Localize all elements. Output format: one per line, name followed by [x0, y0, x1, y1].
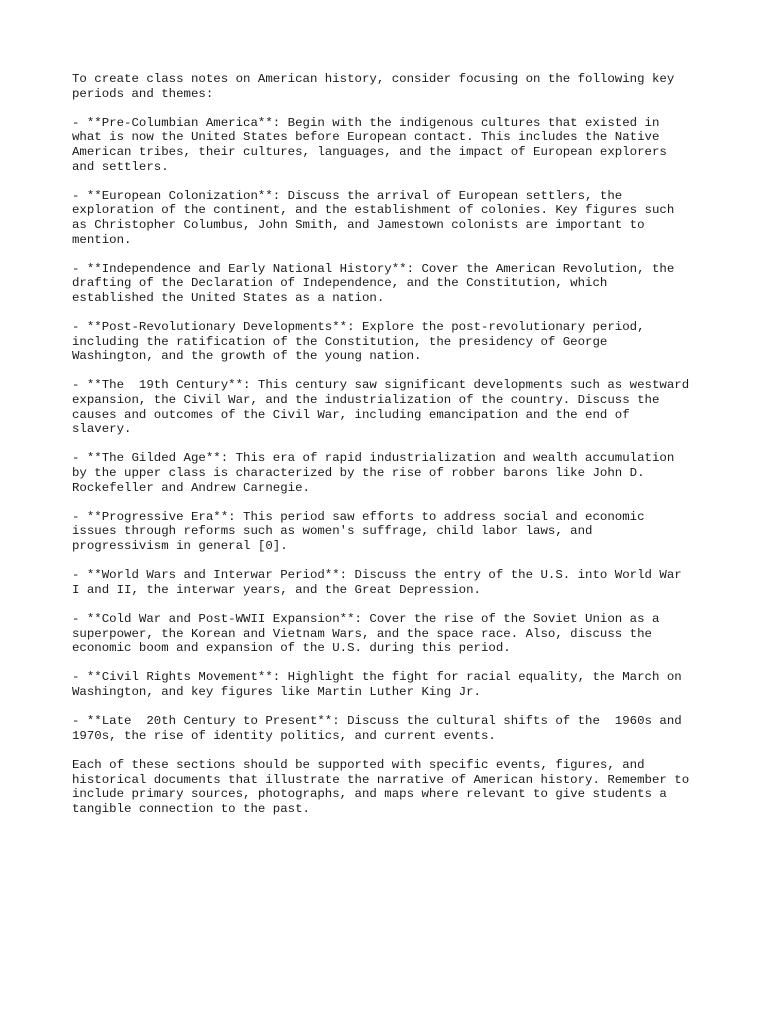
section-progressive-era: - **Progressive Era**: This period saw efforts to address social and economic issues through reforms such as women's suffrage, child labor laws, and progressivism in general [0].	[72, 509, 645, 553]
section-late-20th-century: - **Late 20th Century to Present**: Discuss the cultural shifts of the 1960s and 1970s, the rise of identity politics, and current events.	[72, 714, 682, 743]
section-19th-century: - **The 19th Century**: This century saw significant developments such as westward expansion, the Civil War, and the industrialization of the country. Discuss the causes and outcomes of the Civil War, including emancipation and the end of slavery.	[72, 378, 690, 437]
intro-paragraph: To create class notes on American history, consider focusing on the following key periods and themes:	[72, 72, 675, 101]
section-world-wars: - **World Wars and Interwar Period**: Discuss the entry of the U.S. into World War I and II, the interwar years, and the Great Depression.	[72, 568, 682, 597]
section-european-colonization: - **European Colonization**: Discuss the arrival of European settlers, the exploration of the continent, and the establishment of colonies. Key figures such as Christopher Columbus, John Smith, and Jamestown colonists are important to mention.	[72, 188, 675, 247]
section-gilded-age: - **The Gilded Age**: This era of rapid industrialization and wealth accumulation by the upper class is characterized by the rise of robber barons like John D. Rockefeller and Andrew Carnegie.	[72, 451, 675, 495]
conclusion-paragraph: Each of these sections should be supported with specific events, figures, and historical documents that illustrate the narrative of American history. Remember to include primary sources, photographs, and maps where relevant to give students a tangible connection to the past.	[72, 757, 690, 816]
section-post-revolutionary: - **Post-Revolutionary Developments**: Explore the post-revolutionary period, including the ratification of the Constitution, the presidency of George Washington, and the growth of the young nation.	[72, 320, 645, 364]
section-independence: - **Independence and Early National History**: Cover the American Revolution, the drafting of the Declaration of Independence, and the Constitution, which established the United States as a nation.	[72, 261, 675, 305]
section-civil-rights: - **Civil Rights Movement**: Highlight the fight for racial equality, the March on Washington, and key figures like Martin Luther King Jr.	[72, 670, 682, 699]
section-pre-columbian: - **Pre-Columbian America**: Begin with the indigenous cultures that existed in what is now the United States before European contact. This includes the Native American tribes, their cultures, languages, and the impact of European explorers and settlers.	[72, 115, 667, 174]
document-page	[72, 72, 712, 831]
section-cold-war: - **Cold War and Post-WWII Expansion**: Cover the rise of the Soviet Union as a superpower, the Korean and Vietnam Wars, and the space race. Also, discuss the economic boom and expansion of the U.S. during this period.	[72, 611, 660, 656]
